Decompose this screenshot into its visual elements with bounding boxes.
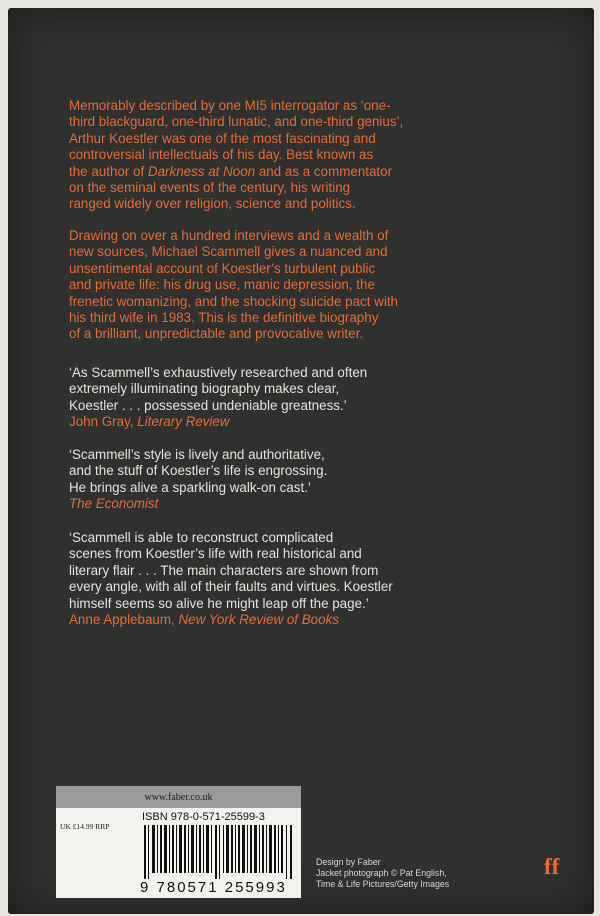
quote-line: scenes from Koestler’s life with real historical and [69, 546, 362, 562]
quote-attribution: The Economist [69, 496, 159, 512]
blurb-line: third blackguard, one-third lunatic, and one-third genius’, [69, 114, 404, 130]
barcode-graphic [144, 825, 294, 879]
book-title-darkness-at-noon: Darkness at Noon [147, 163, 256, 179]
quote-line: every angle, with all of their faults and virtues. Koestler [69, 579, 393, 595]
quote-line: ‘Scammell is able to reconstruct complicated [69, 530, 334, 545]
review-quote-3 [69, 530, 419, 628]
blurb-line: the author of Darkness at Noon and as a commentator [69, 163, 393, 179]
barcode-panel [56, 786, 301, 898]
quote-line: Koestler . . . possessed undeniable greatness.’ [69, 397, 347, 413]
blurb-line: controversial intellectuals of his day. Best known as [69, 147, 374, 163]
blurb-line: Drawing on over a hundred interviews and a wealth of [69, 228, 389, 243]
blurb-line: Arthur Koestler was one of the most fascinating and [69, 130, 376, 146]
blurb-line: ranged widely over religion, science and politics. [69, 196, 356, 212]
quote-line: himself seems so alive he might leap off the page.’ [69, 595, 369, 611]
quote-line: literary flair . . . The main characters are shown from [69, 562, 379, 578]
blurb-line: and private life: his drug use, manic depression, the [69, 277, 375, 293]
jacket-credits [316, 857, 449, 890]
blurb-line: of a brilliant, unpredictable and provocative writer. [69, 326, 364, 342]
quote-line: extremely illuminating biography makes clear, [69, 381, 340, 397]
blurb-paragraph-1 [69, 98, 419, 213]
quote-line: ‘As Scammell’s exhaustively researched and often [69, 365, 368, 380]
faber-logo-icon: ff [544, 854, 560, 879]
book-back-cover [8, 8, 594, 914]
quote-attribution: Anne Applebaum, New York Review of Books [69, 612, 339, 628]
quote-line: and the stuff of Koestler’s life is engrossing. [69, 463, 328, 479]
blurb-line: on the seminal events of the century, his writing [69, 180, 351, 196]
quote-line: He brings alive a sparkling walk-on cast.’ [69, 479, 311, 495]
publisher-url: www.faber.co.uk [56, 786, 301, 808]
blurb-line: his third wife in 1983. This is the definitive biography [69, 310, 379, 326]
review-quote-2 [69, 447, 409, 513]
quote-attribution: John Gray, Literary Review [69, 414, 230, 430]
blurb-line: new sources, Michael Scammell gives a nuanced and [69, 244, 388, 260]
credit-line: Time & Life Pictures/Getty Images [316, 879, 450, 889]
credit-line: Design by Faber [316, 857, 381, 867]
blurb-line: Memorably described by one MI5 interrogator as ‘one- [69, 98, 391, 113]
quote-line: ‘Scammell’s style is lively and authoritative, [69, 447, 325, 462]
blurb-paragraph-2 [69, 228, 419, 343]
blurb-line: unsentimental account of Koestler’s turbulent public [69, 260, 376, 276]
price-label: UK £14.99 RRP [60, 822, 110, 831]
blurb-line: frenetic womanizing, and the shocking suicide pact with [69, 293, 398, 309]
isbn-label: ISBN 978-0-571-25599-3 [142, 811, 265, 823]
ean-number: 9 780571 255993 [140, 879, 287, 896]
credit-line: Jacket photograph © Pat English, [316, 868, 447, 878]
review-quote-1 [69, 365, 409, 431]
